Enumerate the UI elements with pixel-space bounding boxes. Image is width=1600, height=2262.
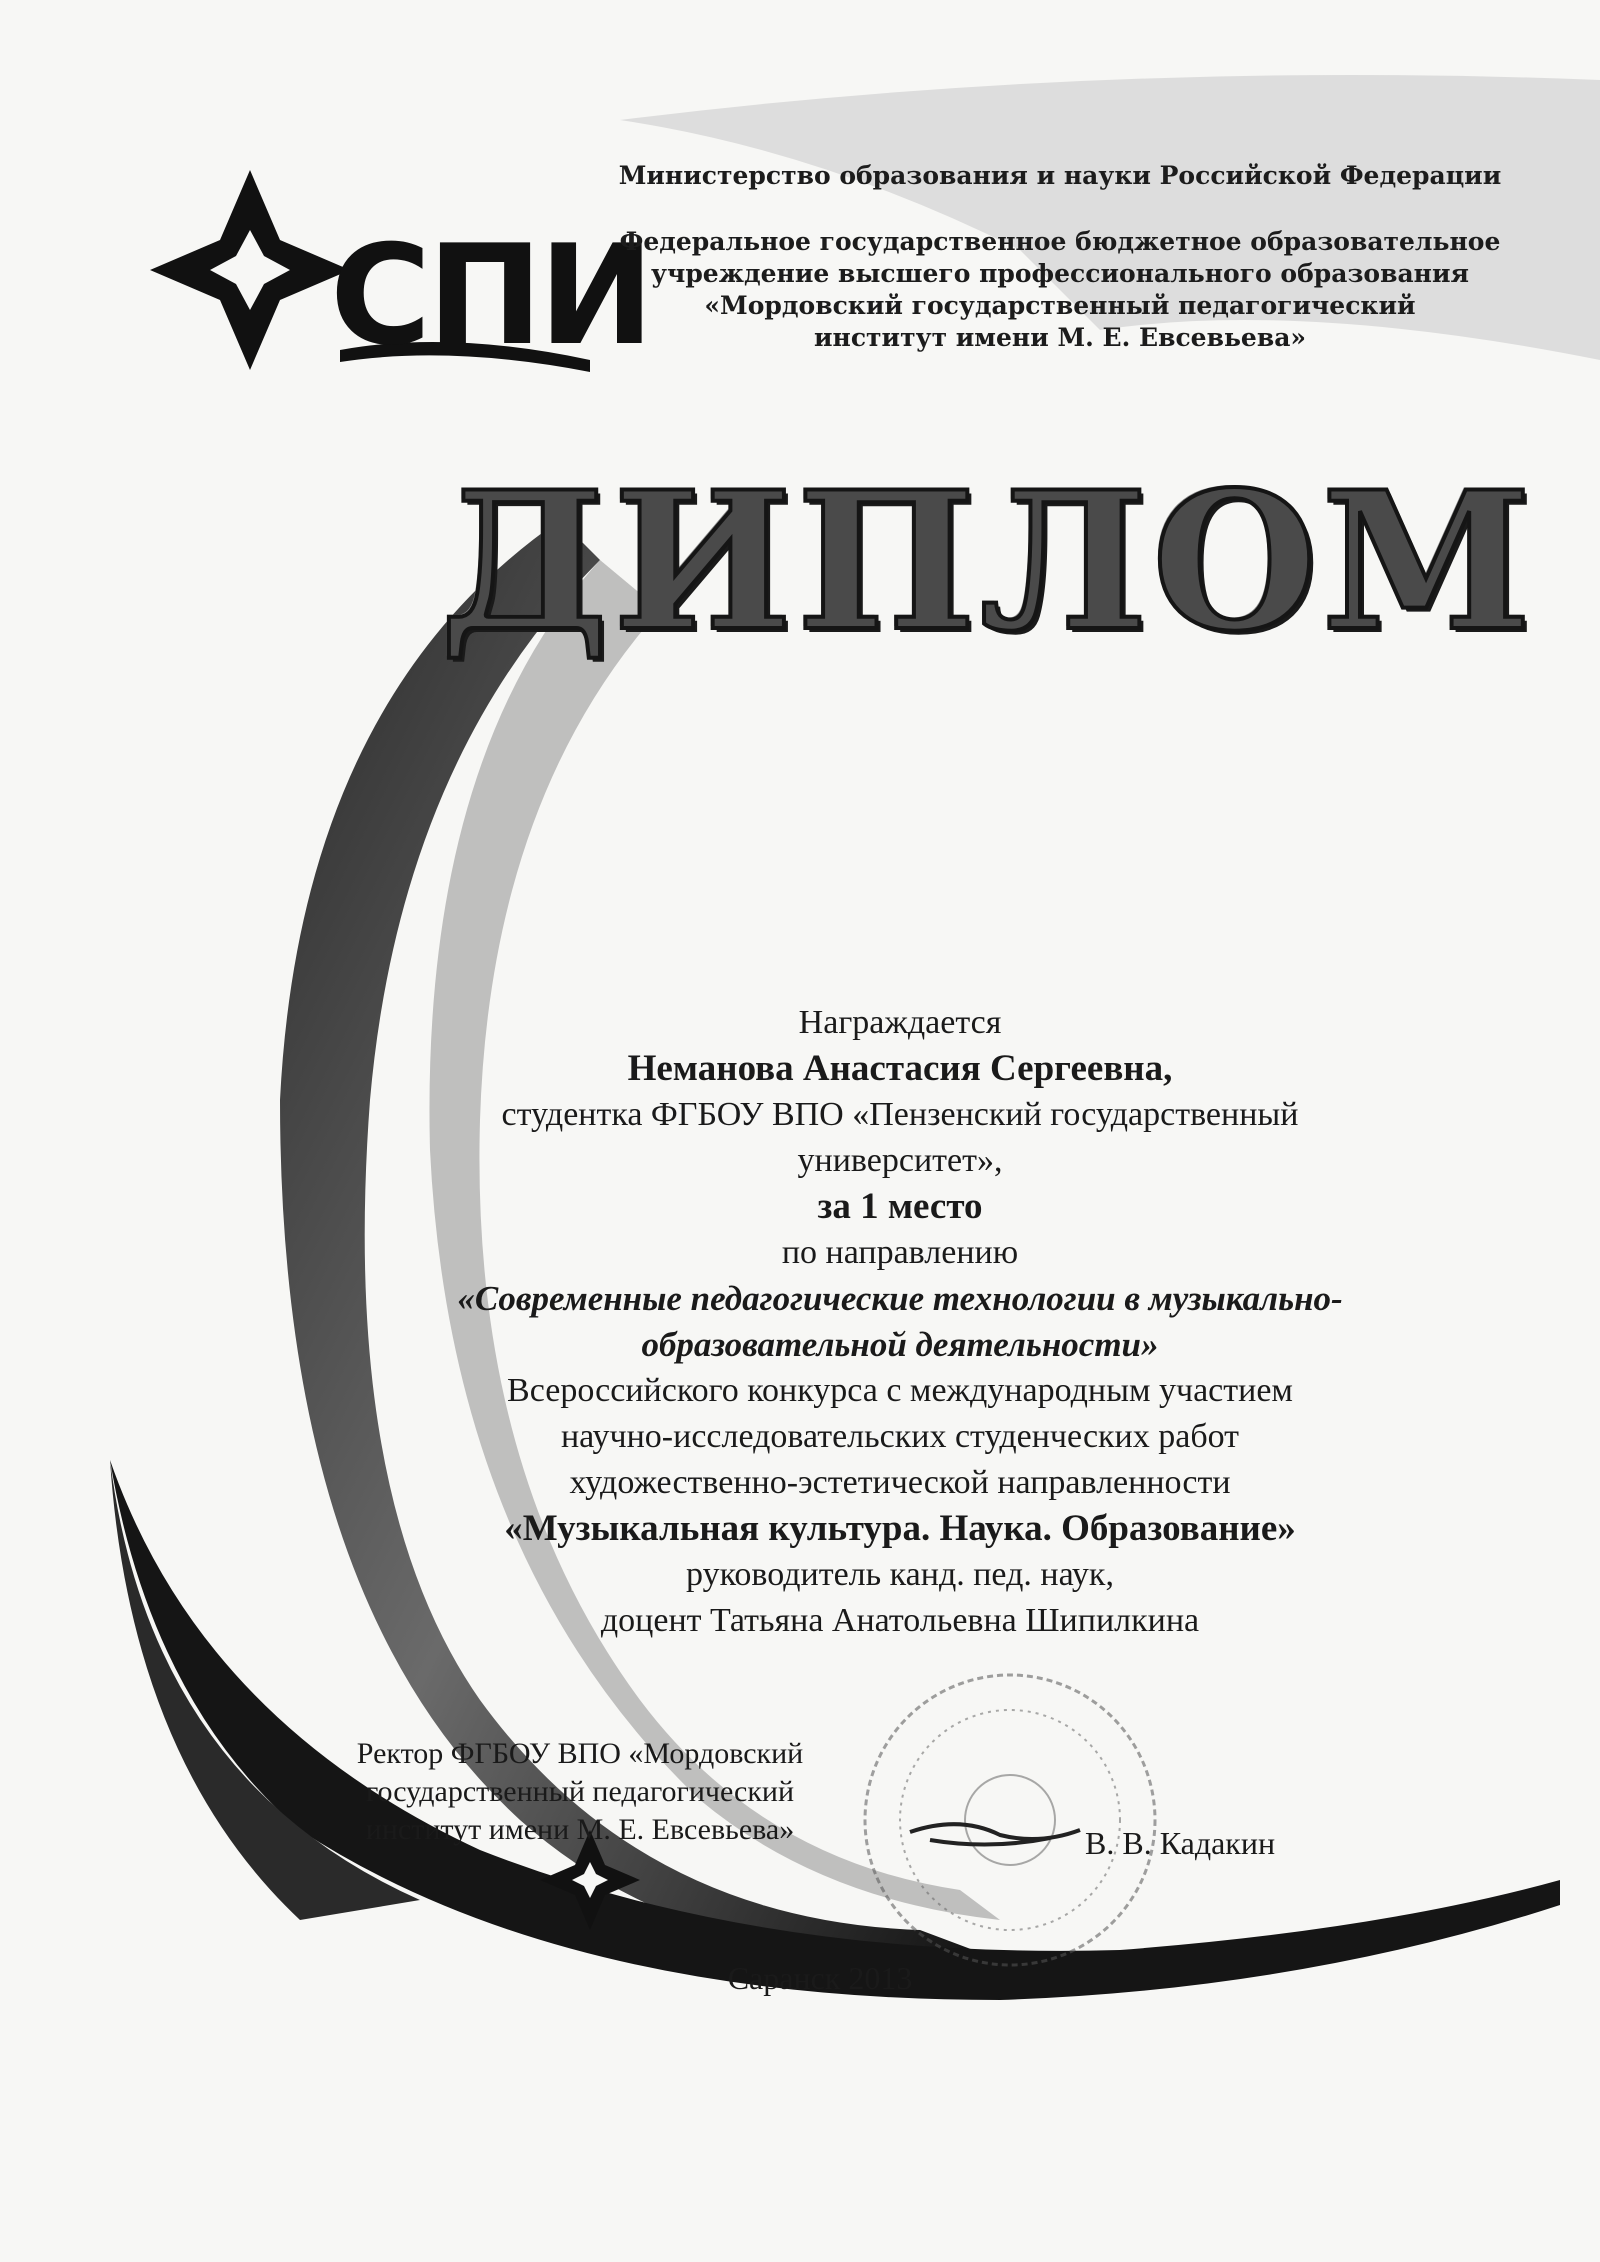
contest-line: художественно-эстетической направленности [569, 1464, 1231, 1501]
supervisor-line: доцент Татьяна Анатольевна Шипилкина [600, 1602, 1200, 1639]
contest-name: «Музыкальная культура. Наука. Образование» [504, 1508, 1296, 1549]
signer-position: Ректор ФГБОУ ВПО «Мордовский [356, 1737, 804, 1770]
mordovian-star-icon [150, 170, 350, 370]
institution-line: «Мордовский государственный педагогический [704, 291, 1416, 320]
diploma-title: ДИПЛОМ [440, 450, 1536, 673]
direction-name: «Современные педагогические технологии в музыкально- [457, 1279, 1343, 1318]
signer-position: государственный педагогический [365, 1775, 795, 1808]
logo-text: СПИ [330, 215, 651, 376]
place-text: за 1 место [817, 1186, 983, 1227]
supervisor-line: руководитель канд. пед. наук, [686, 1556, 1114, 1593]
signature-block [300, 1735, 860, 1849]
institution-line: институт имени М. Е. Евсевьева» [813, 323, 1307, 352]
city-year: Саранск 2013 [727, 1960, 913, 1996]
recipient-name: Неманова Анастасия Сергеевна, [627, 1048, 1173, 1089]
signer-position: институт имени М. Е. Евсевьева» [365, 1813, 795, 1846]
affiliation-line: студентка ФГБОУ ВПО «Пензенский государственный [501, 1096, 1299, 1133]
contest-line: научно-исследовательских студенческих работ [560, 1418, 1240, 1455]
affiliation-line: университет», [797, 1142, 1003, 1179]
institution-line: учреждение высшего профессионального образования [651, 259, 1469, 288]
ministry-name: Министерство образования и науки Российской Федерации [618, 161, 1502, 190]
signer-name: В. В. Кадакин [1085, 1825, 1276, 1861]
institution-line: Федеральное государственное бюджетное образовательное [619, 227, 1501, 256]
contest-line: Всероссийского конкурса с международным участием [507, 1372, 1293, 1409]
awarded-label: Награждается [798, 1004, 1002, 1041]
header [600, 160, 1520, 354]
award-text [400, 1000, 1400, 1644]
official-seal [865, 1675, 1155, 1965]
direction-label: по направлению [781, 1234, 1019, 1271]
direction-name: образовательной деятельности» [641, 1325, 1159, 1364]
